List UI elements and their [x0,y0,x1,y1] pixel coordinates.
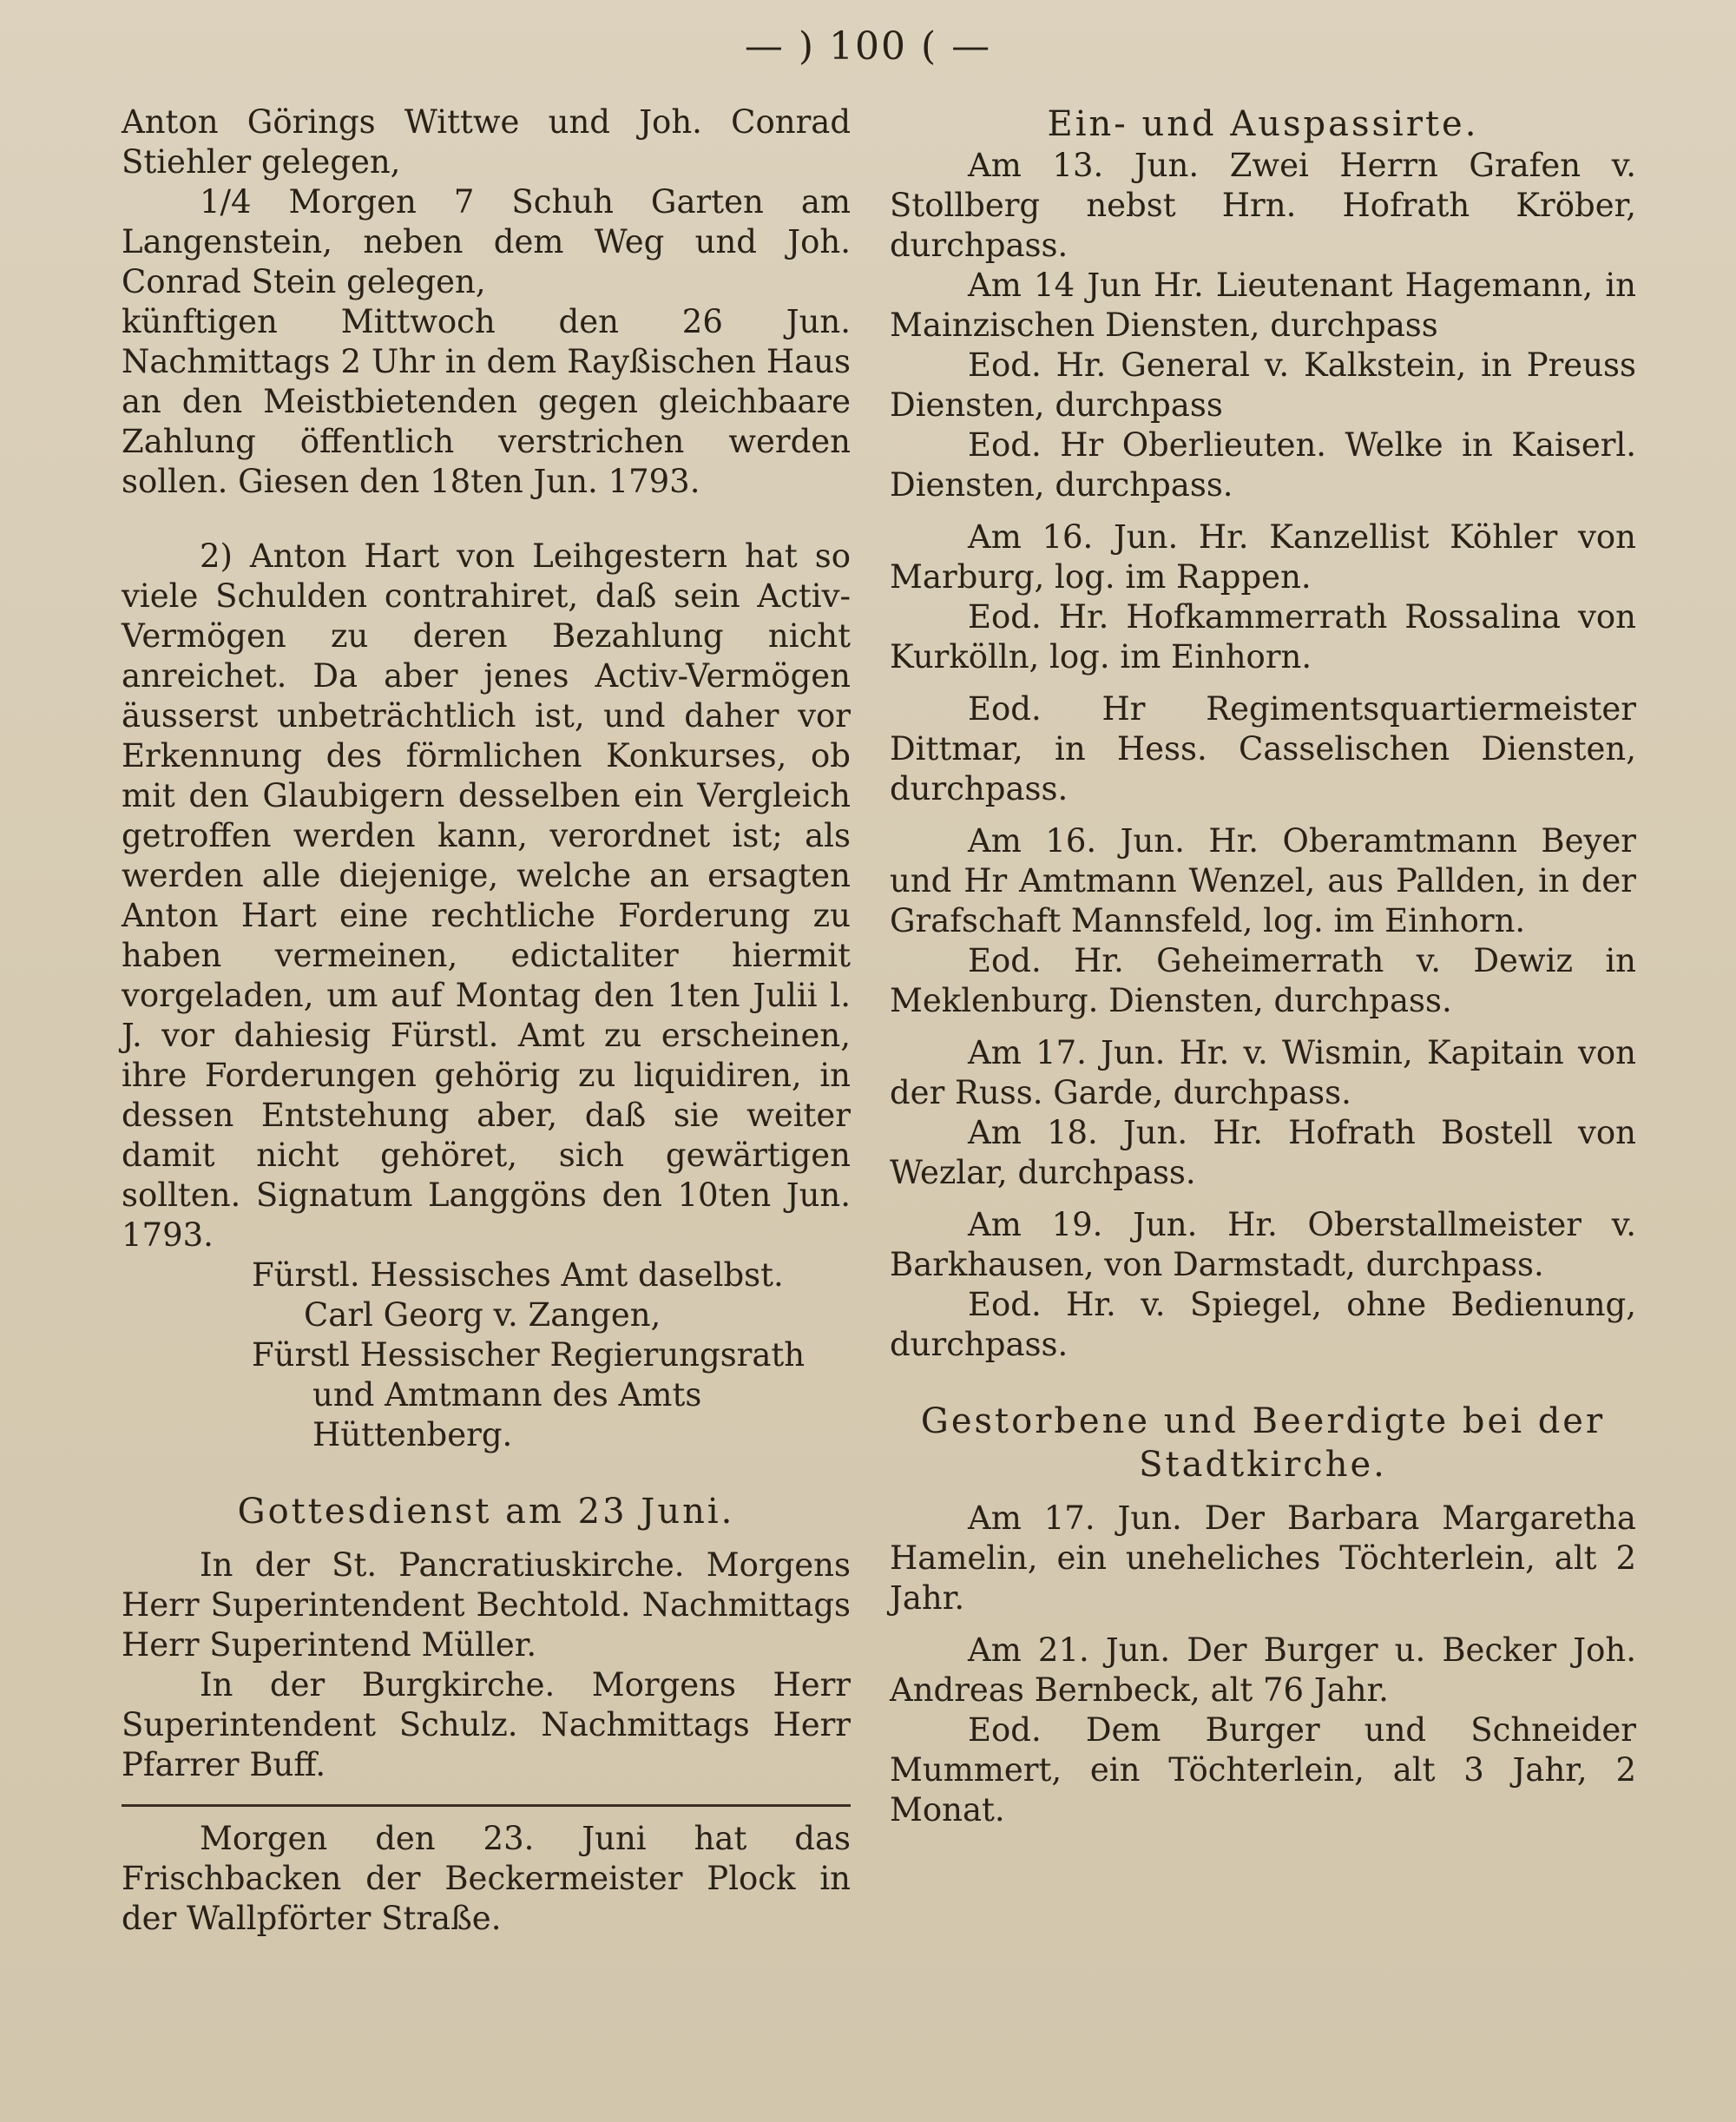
passirte-entry: Am 13. Jun. Zwei Herrn Grafen v. Stollberg nebst Hrn. Hofrath Kröber, durchpass. [890,147,1636,264]
gottesdienst-burgkirche: In der Burgkirche. Morgens Herr Superintendent Schulz. Nachmittags Herr Pfarrer Buff. [122,1666,851,1783]
auction-line-1: Anton Görings Wittwe und Joh. Conrad Stiehler gelegen, [122,103,851,181]
passirte-entry: Am 18. Jun. Hr. Hofrath Bostell von Wezlar, durchpass. [890,1114,1636,1191]
left-column [122,102,851,1939]
divider-rule [122,1804,851,1807]
passirte-heading: Ein- und Auspassirte. [1047,104,1479,144]
passirte-entry: Am 17. Jun. Hr. v. Wismin, Kapitain von der Russ. Garde, durchpass. [890,1034,1636,1111]
passirte-entry: Eod. Hr. v. Spiegel, ohne Bedienung, durchpass. [890,1286,1636,1363]
death-entry: Am 21. Jun. Der Burger u. Becker Joh. Andreas Bernbeck, alt 76 Jahr. [890,1631,1636,1709]
page-number-header: — ) 100 ( — [744,24,992,69]
passirte-entry: Eod. Hr Oberlieuten. Welke in Kaiserl. Diensten, durchpass. [890,426,1636,504]
right-column [890,102,1636,1830]
passirte-entry: Am 19. Jun. Hr. Oberstallmeister v. Barkhausen, von Darmstadt, durchpass. [890,1206,1636,1283]
auction-line-2: 1/4 Morgen 7 Schuh Garten am Langenstein, neben dem Weg und Joh. Conrad Stein gelegen, [122,183,851,300]
gestorbene-subheading: Stadtkirche. [1139,1445,1387,1485]
signature-title: Fürstl Hessischer Regierungsrath [252,1336,806,1374]
death-entry: Am 17. Jun. Der Barbara Margaretha Hamelin, ein uneheliches Töchterlein, alt 2 Jahr. [890,1499,1636,1617]
frischbacken-notice: Morgen den 23. Juni hat das Frischbacken der Beckermeister Plock in der Wallpförter Straße. [122,1820,851,1937]
gestorbene-heading: Gestorbene und Beerdigte bei der [920,1401,1606,1441]
passirte-entry: Eod. Hr Regimentsquartiermeister Dittmar, in Hess. Casselischen Diensten, durchpass. [890,690,1636,807]
signature-office: Fürstl. Hessisches Amt daselbst. [252,1256,784,1294]
gottesdienst-heading: Gottesdienst am 23 Juni. [237,1492,735,1532]
signature-title-2: und Amtmann des Amts Hüttenberg. [312,1376,702,1453]
passirte-entry: Am 16. Jun. Hr. Oberamtmann Beyer und Hr Amtmann Wenzel, aus Pallden, in der Grafschaft Mannsfeld, log. im Einhorn. [890,822,1636,939]
notice-hart: 2) Anton Hart von Leihgestern hat so viele Schulden contrahiret, daß sein Activ-Vermögen zu deren Bezahlung nicht anreichet. Da aber jenes Activ-Vermögen äusserst unbeträchtlich ist, und daher vor Erkennung des förmlichen Konkurses, ob mit den Glaubigern desselben ein Vergleich getroffen werden kann, verordnet ist; als werden alle diejenige, welche an ersagten Anton Hart eine rechtliche Forderung zu haben vermeinen, edictaliter hiermit vorgeladen, um auf Montag den 1ten Julii l. J. vor dahiesig Fürstl. Amt zu erscheinen, ihre Forderungen gehörig zu liquidiren, in dessen Entstehung aber, daß sie weiter damit nicht gehöret, sich gewärtigen sollten. Signatum Langgöns den 10ten Jun. 1793. [122,537,851,1254]
auction-line-3: künftigen Mittwoch den 26 Jun. Nachmittags 2 Uhr in dem Rayßischen Haus an den Meistbietenden gegen gleichbaare Zahlung öffentlich verstrichen werden sollen. Giesen den 18ten Jun. 1793. [122,303,851,500]
passirte-entry: Eod. Hr. Hofkammerrath Rossalina von Kurkölln, log. im Einhorn. [890,598,1636,675]
passirte-entry: Am 16. Jun. Hr. Kanzellist Köhler von Marburg, log. im Rappen. [890,518,1636,596]
passirte-entry: Am 14 Jun Hr. Lieutenant Hagemann, in Mainzischen Diensten, durchpass [890,267,1636,344]
passirte-entry: Eod. Hr. Geheimerrath v. Dewiz in Meklenburg. Diensten, durchpass. [890,942,1636,1019]
gottesdienst-pancratius: In der St. Pancratiuskirche. Morgens Herr Superintendent Bechtold. Nachmittags Herr Superintend Müller. [122,1546,851,1664]
passirte-entry: Eod. Hr. General v. Kalkstein, in Preuss Diensten, durchpass [890,346,1636,424]
death-entry: Eod. Dem Burger und Schneider Mummert, ein Töchterlein, alt 3 Jahr, 2 Monat. [890,1711,1636,1829]
signature-name: Carl Georg v. Zangen, [304,1296,661,1334]
